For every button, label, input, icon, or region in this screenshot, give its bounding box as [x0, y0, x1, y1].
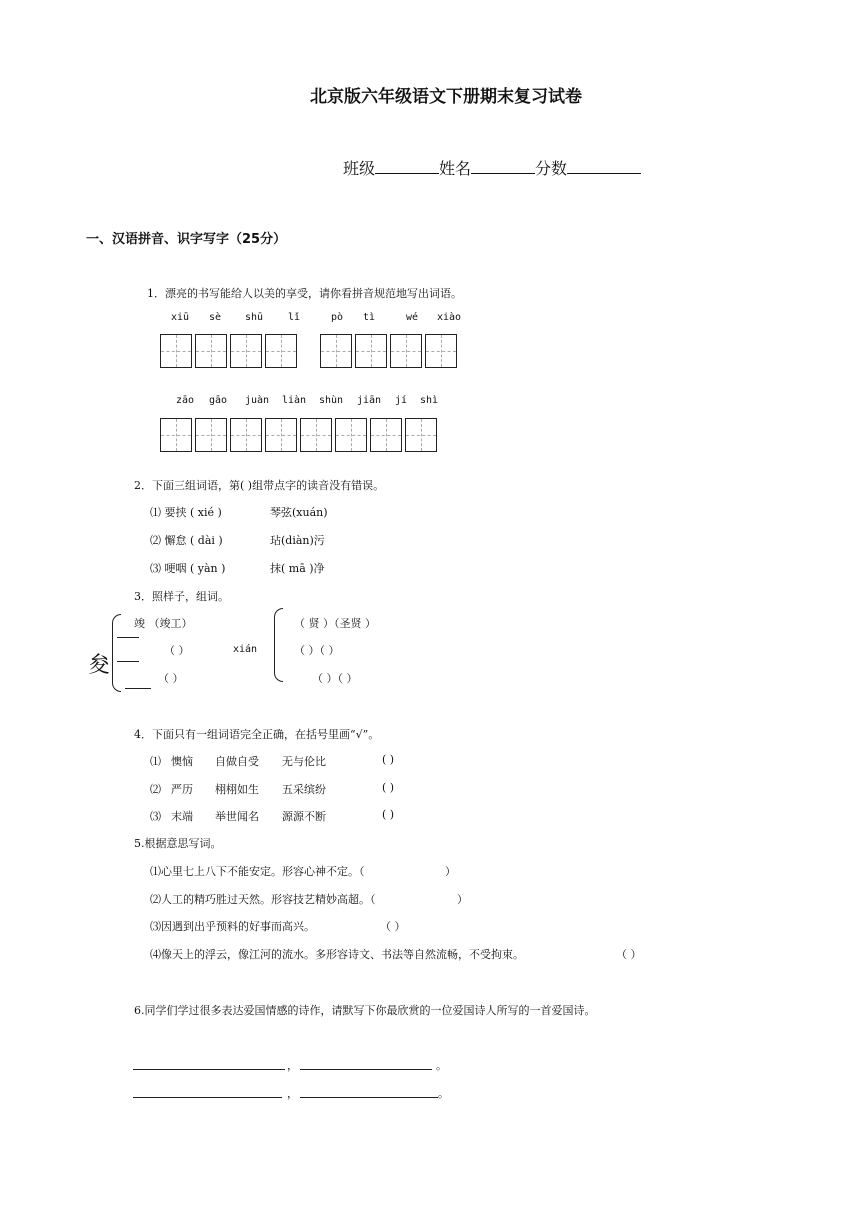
- class-label: 班级: [343, 159, 376, 178]
- q2-item-a: ⑴ 要挟 ( xié ): [150, 506, 222, 519]
- q4-num: ⑵: [150, 783, 161, 796]
- writing-grid-row-1b: [320, 334, 460, 368]
- connector-line: [125, 688, 151, 689]
- pinyin: juàn: [245, 395, 270, 406]
- word-blank[interactable]: （ ）（ ）: [312, 672, 358, 685]
- pinyin: wé: [406, 312, 419, 323]
- pinyin: liàn: [282, 395, 307, 406]
- punctuation: 。: [438, 1087, 449, 1100]
- question-6-prompt: 6.同学们学过很多表达爱国情感的诗作，请默写下你最欣赏的一位爱国诗人所写的一首爱国诗。: [134, 1004, 596, 1017]
- q4-num: ⑴: [150, 755, 161, 768]
- poem-line-blank[interactable]: [133, 1097, 282, 1098]
- q2-item-b: 琴弦(xuán): [270, 506, 328, 519]
- question-3-prompt: 3．照样子，组词。: [134, 590, 229, 603]
- writing-cell[interactable]: [265, 334, 297, 368]
- punctuation: ，: [287, 1087, 298, 1100]
- writing-cell[interactable]: [265, 418, 297, 452]
- writing-cell[interactable]: [160, 334, 192, 368]
- word-example: （ 贤 ）（圣贤 ）: [294, 617, 376, 630]
- root-character: 夋: [88, 653, 111, 678]
- q4-word: 自做自受: [215, 755, 259, 768]
- answer-paren[interactable]: ）: [445, 865, 456, 878]
- q2-item-b: 抹( mā )净: [270, 562, 325, 575]
- answer-paren[interactable]: ( ): [382, 753, 395, 766]
- writing-cell[interactable]: [390, 334, 422, 368]
- name-label: 姓名: [439, 159, 472, 178]
- q2-item-a: ⑶ 哽咽 ( yàn ): [150, 562, 226, 575]
- punctuation: ，: [287, 1059, 298, 1072]
- student-info: [343, 156, 641, 179]
- q4-num: ⑶: [150, 810, 161, 823]
- pinyin: pò: [331, 312, 344, 323]
- poem-line-blank[interactable]: [133, 1069, 285, 1070]
- word-example: 竣 （竣工）: [134, 617, 193, 630]
- word-blank[interactable]: （ ）（ ）: [294, 644, 340, 657]
- class-blank[interactable]: [375, 159, 439, 174]
- pinyin: shùn: [319, 395, 344, 406]
- answer-paren[interactable]: （ ）: [616, 948, 642, 961]
- question-2-prompt: 2．下面三组词语，第( )组带点字的读音没有错误。: [134, 479, 385, 492]
- pinyin: sè: [209, 312, 222, 323]
- pinyin: shì: [420, 395, 439, 406]
- writing-cell[interactable]: [425, 334, 457, 368]
- pinyin: gāo: [209, 395, 228, 406]
- pinyin: xiū: [171, 312, 190, 323]
- writing-grid-row-1: [160, 334, 300, 368]
- q4-word: 无与伦比: [282, 755, 326, 768]
- q4-word: 栩栩如生: [215, 783, 259, 796]
- question-5-prompt: 5.根据意思写词。: [134, 837, 222, 850]
- answer-paren[interactable]: ( ): [382, 781, 395, 794]
- question-1-prompt: 1．漂亮的书写能给人以美的享受，请你看拼音规范地写出词语。: [147, 287, 462, 300]
- q2-item-b: 玷(diàn)污: [270, 534, 325, 547]
- connector-line: [117, 637, 139, 638]
- section-heading: 一、汉语拼音、识字写字（25分）: [86, 232, 287, 247]
- q4-word: 举世闻名: [215, 810, 259, 823]
- writing-cell[interactable]: [160, 418, 192, 452]
- answer-paren[interactable]: （ ）: [380, 920, 406, 933]
- word-blank[interactable]: （ ）: [158, 672, 184, 685]
- answer-paren[interactable]: ）: [457, 893, 468, 906]
- pinyin: jí: [395, 395, 408, 406]
- q5-item: ⑵人工的精巧胜过天然。形容技艺精妙高超。（: [150, 893, 376, 906]
- page-title: 北京版六年级语文下册期末复习试卷: [310, 87, 582, 107]
- question-4-prompt: 4．下面只有一组词语完全正确，在括号里画“√”。: [134, 728, 380, 741]
- pinyin: xiào: [437, 312, 462, 323]
- q2-item-a: ⑵ 懈怠 ( dài ): [150, 534, 223, 547]
- writing-cell[interactable]: [230, 334, 262, 368]
- pinyin-xian: xián: [233, 644, 258, 655]
- q4-word: 严历: [171, 783, 193, 796]
- word-blank[interactable]: （ ）: [164, 644, 190, 657]
- poem-line-blank[interactable]: [300, 1097, 438, 1098]
- pinyin: tì: [363, 312, 376, 323]
- q5-item: ⑴心里七上八下不能安定。形容心神不定。（: [150, 865, 365, 878]
- poem-line-blank[interactable]: [300, 1069, 432, 1070]
- score-label: 分数: [535, 159, 568, 178]
- writing-cell[interactable]: [195, 334, 227, 368]
- writing-cell[interactable]: [300, 418, 332, 452]
- writing-grid-row-2: [160, 418, 440, 452]
- pinyin: jiān: [357, 395, 382, 406]
- writing-cell[interactable]: [370, 418, 402, 452]
- q4-word: 源源不断: [282, 810, 326, 823]
- writing-cell[interactable]: [230, 418, 262, 452]
- writing-cell[interactable]: [355, 334, 387, 368]
- q4-word: 末端: [171, 810, 193, 823]
- pinyin: zāo: [176, 395, 195, 406]
- punctuation: 。: [436, 1059, 447, 1072]
- pinyin: lǐ: [288, 312, 301, 323]
- q4-word: 五采缤纷: [282, 783, 326, 796]
- left-brace: [112, 614, 121, 692]
- pinyin: shū: [245, 312, 264, 323]
- connector-line: [117, 661, 139, 662]
- q4-word: 懊恼: [171, 755, 193, 768]
- name-blank[interactable]: [471, 159, 535, 174]
- writing-cell[interactable]: [405, 418, 437, 452]
- writing-cell[interactable]: [195, 418, 227, 452]
- q5-item: ⑶因遇到出乎预料的好事而高兴。: [150, 920, 315, 933]
- writing-cell[interactable]: [335, 418, 367, 452]
- answer-paren[interactable]: ( ): [382, 808, 395, 821]
- q5-item: ⑷像天上的浮云，像江河的流水。多形容诗文、书法等自然流畅，不受拘束。: [150, 948, 524, 961]
- score-blank[interactable]: [567, 159, 641, 174]
- writing-cell[interactable]: [320, 334, 352, 368]
- right-brace: [274, 608, 283, 682]
